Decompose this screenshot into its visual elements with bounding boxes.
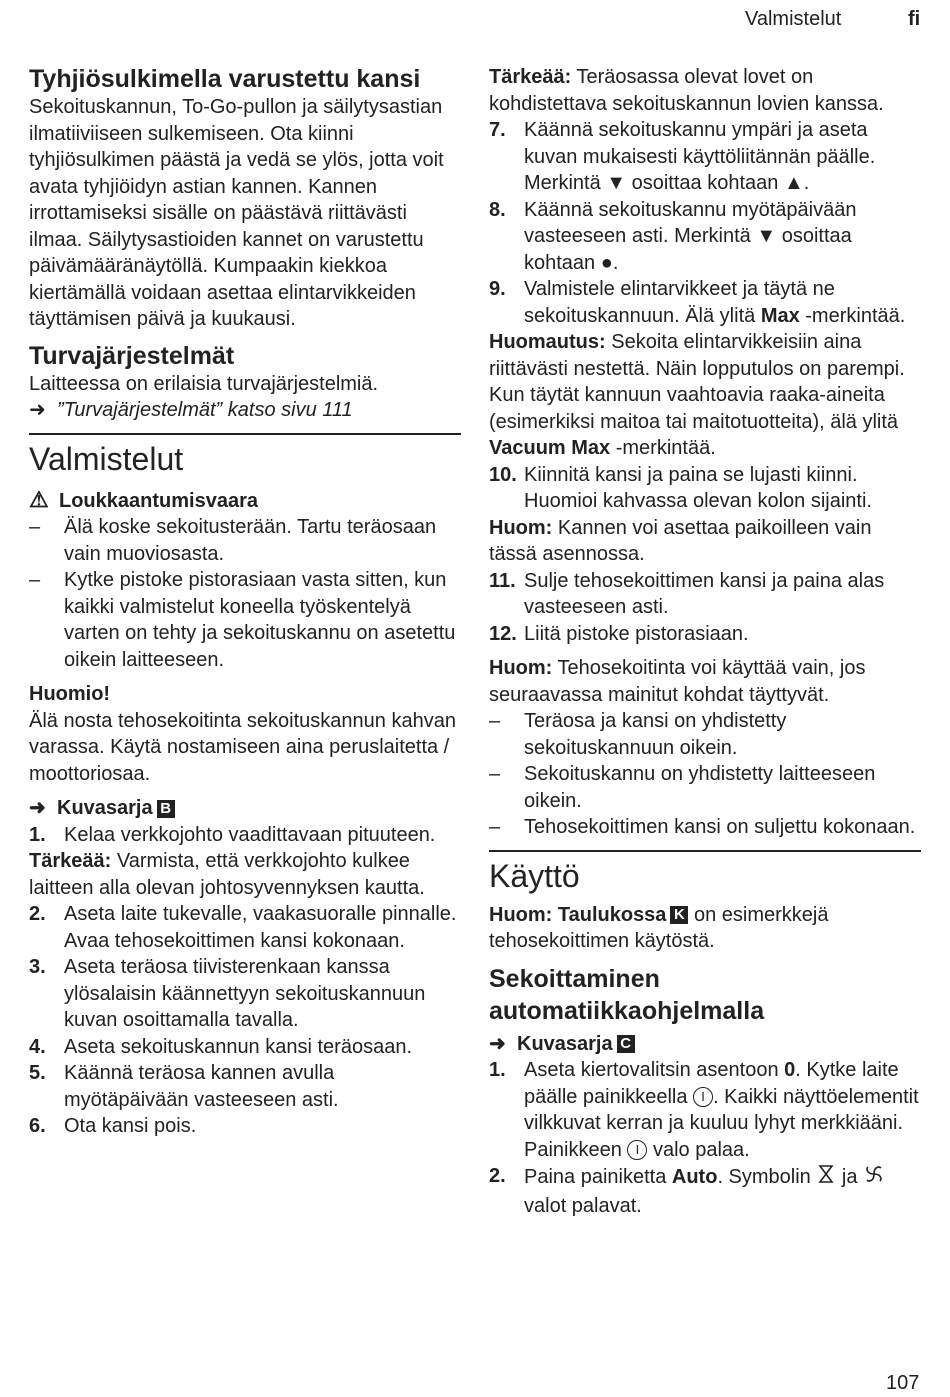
arrow-right-icon: ➜ <box>489 1032 506 1055</box>
important-note <box>489 64 921 117</box>
fan-symbol-icon <box>863 1163 885 1193</box>
step-item <box>29 1034 461 1061</box>
step-text: Sulje tehosekoittimen kansi ja paina alas vasteeseen asti. <box>524 569 885 618</box>
section-title-preparation: Valmistelut <box>29 440 184 477</box>
step-text: Aseta sekoituskannun kansi teräosaan. <box>64 1035 412 1058</box>
step-item <box>29 954 461 1034</box>
step-text: Liitä pistoke pistorasiaan. <box>524 622 749 645</box>
step-item <box>489 1057 921 1163</box>
step-item <box>489 462 921 515</box>
step-text: Käännä teräosa kannen avulla myötäpäivään vasteeseen asti. <box>64 1062 339 1111</box>
safety-reference <box>29 397 461 424</box>
right-column <box>489 64 921 1219</box>
step-number: 10. <box>489 463 517 486</box>
auto-program-heading: Sekoittaminen automatiikkaohjelmalla <box>489 964 765 1025</box>
step-text: Valmistele elintarvikkeet ja täytä ne sekoituskannuun. Älä ylitä Max -merkintää. <box>524 278 906 327</box>
safety-reference-link[interactable]: ”Turvajärjestelmät” katso sivu 111 <box>57 399 353 421</box>
vacuum-lid-heading: Tyhjiösulkimella varustettu kansi <box>29 65 421 93</box>
condition-text: Tehosekoittimen kansi on suljettu kokonaan. <box>524 816 916 838</box>
step-text: Paina painiketta Auto. Symbolin ja valot palavat. <box>524 1163 921 1219</box>
hourglass-symbol-icon <box>816 1164 836 1192</box>
step-number: 2. <box>29 903 46 925</box>
triangle-down-icon: ▼ <box>756 225 777 247</box>
condition-text: Teräosa ja kansi on yhdistetty sekoituskannuun oikein. <box>524 710 787 759</box>
power-button-icon: I <box>627 1140 647 1160</box>
section-divider <box>489 850 921 852</box>
step-text: Aseta kiertovalitsin asentoon 0. Kytke laite päälle painikkeella I . Kaikki näyttöelementit vilkkuvat kerran ja kuuluu lyhyt merkkiääni. Painikkeen I valo palaa. <box>524 1059 919 1161</box>
warning-heading <box>29 487 461 515</box>
dot-icon: ● <box>600 251 613 274</box>
max-marking: Max <box>760 304 800 327</box>
figure-letter-badge: C <box>617 1035 635 1053</box>
warning-title: Loukkaantumisvaara <box>59 489 258 512</box>
step-text: Kelaa verkkojohto vaadittavaan pituuteen. <box>64 823 436 846</box>
vacuum-lid-text: Sekoituskannun, To-Go-pullon ja säilytysastian ilmatiiviiseen sulkemiseen. Ota kiinni tyhjiösulkimen päästä ja vedä se ylös, jotta voit avata tyhjiöidyn astian kannen. Kannen irrottamiseksi sisälle on päästävä riittävästi ilmaa. Säilytysastioiden kannet on varustettu päivämääränäytöllä. Kumpaakin kiekkoa kiertämällä voidaan asettaa elintarvikkeiden täyttämisen päivä ja kuukausi. <box>29 96 444 330</box>
step-number: 11. <box>489 569 516 592</box>
important-label: Tärkeää: <box>489 66 572 88</box>
power-button-icon: I <box>693 1087 713 1107</box>
page-number: 107 <box>886 1372 920 1394</box>
figure-reference-c <box>489 1031 921 1058</box>
step-item <box>489 197 921 277</box>
step-number: 6. <box>29 1115 46 1137</box>
safety-heading: Turvajärjestelmät <box>29 341 235 370</box>
left-column <box>29 64 461 1140</box>
step-item <box>489 621 921 648</box>
figure-label: Kuvasarja <box>57 797 153 819</box>
important-label: Tärkeää: <box>29 850 112 872</box>
language-code: fi <box>908 8 921 30</box>
step-item <box>29 1113 461 1140</box>
condition-text: Sekoituskannu on yhdistetty laitteeseen oikein. <box>524 763 876 812</box>
important-text: Varmista, että verkkojohto kulkee laitteen alla olevan johtosyvennyksen kautta. <box>29 850 425 899</box>
condition-item: – Tehosekoittimen kansi on suljettu kokonaan. <box>489 814 921 841</box>
remark-label: Huomautus: <box>489 331 606 353</box>
auto-button-label: Auto <box>671 1166 718 1189</box>
condition-item: – Teräosa ja kansi on yhdistetty sekoituskannuun oikein. <box>489 708 921 761</box>
arrow-right-icon: ➜ <box>29 797 46 819</box>
usage-label: Huom: Taulukossa <box>489 903 667 926</box>
step-number: 1. <box>489 1059 506 1081</box>
warning-item: – Kytke pistoke pistorasiaan vasta sitten, kun kaikki valmistelut koneella työskentelyä varten on tehty ja sekoituskannu on asetettu oikein laitteeseen. <box>29 567 461 673</box>
vacuum-max-marking: Vacuum Max <box>489 437 611 459</box>
step-number: 1. <box>29 823 46 846</box>
remark-note: Huomautus: Sekoita elintarvikkeisiin aina riittävästi nestettä. Näin lopputulos on parempi. Kun täytät kannuun vaahtoavia raaka-aineita (esimerkiksi maitoa tai maitotuotteita), älä ylitä Vacuum Max -merkintää. <box>489 331 905 459</box>
step-number: 2. <box>489 1165 506 1187</box>
hint-label: Huom: <box>489 657 553 679</box>
figure-reference-b <box>29 795 461 822</box>
hint-label: Huom: <box>489 516 553 539</box>
step-text: Käännä sekoituskannu ympäri ja aseta kuvan mukaisesti käyttöliitännän päälle. Merkintä ▼ osoittaa kohtaan ▲. <box>524 119 876 194</box>
step-number: 3. <box>29 956 46 978</box>
step-item <box>489 117 921 197</box>
triangle-up-icon: ▲ <box>783 172 804 194</box>
step-text: Käännä sekoituskannu myötäpäivään vasteeseen asti. Merkintä ▼ osoittaa kohtaan ●. <box>524 198 857 274</box>
table-letter-badge: K <box>670 906 688 924</box>
step-number: 8. <box>489 198 506 221</box>
warning-item: – Älä koske sekoitusterään. Tartu teräosaan vain muoviosasta. <box>29 514 461 567</box>
step-item <box>29 1060 461 1113</box>
running-header-title: Valmistelut <box>745 8 842 30</box>
figure-label: Kuvasarja <box>517 1032 613 1055</box>
section-title-usage: Käyttö <box>489 857 580 894</box>
section-divider <box>29 433 461 435</box>
arrow-right-icon: ➜ <box>29 399 46 421</box>
step-item <box>29 901 461 954</box>
step-item <box>489 276 921 329</box>
note-heading: Huomio! <box>29 683 111 705</box>
step-number: 12. <box>489 622 517 645</box>
important-text: Teräosassa olevat lovet on kohdistettava sekoituskannun lovien kanssa. <box>489 66 884 115</box>
hint-note: Huom: Tehosekoitinta voi käyttää vain, jos seuraavassa mainitut kohdat täyttyvät. <box>489 657 866 706</box>
note-text: Älä nosta tehosekoitinta sekoituskannun kahvan varassa. Käytä nostamiseen aina peruslaitetta / moottoriosaa. <box>29 709 456 785</box>
step-number: 7. <box>489 119 506 141</box>
hint-note: Huom: Kannen voi asettaa paikoilleen vain tässä asennossa. <box>489 516 872 565</box>
step-text: Ota kansi pois. <box>64 1115 197 1137</box>
triangle-down-icon: ▼ <box>606 172 627 194</box>
step-item <box>489 1163 921 1219</box>
step-item <box>489 568 921 621</box>
warning-item-text: Kytke pistoke pistorasiaan vasta sitten, kun kaikki valmistelut koneella työskentelyä varten on tehty ja sekoituskannu on asetettu oikein laitteeseen. <box>64 569 456 671</box>
safety-text: Laitteessa on erilaisia turvajärjestelmiä. <box>29 372 379 395</box>
warning-triangle-icon: ⚠ <box>29 486 49 512</box>
step-number: 9. <box>489 278 506 300</box>
step-item <box>29 822 461 849</box>
step-text: Aseta teräosa tiivisterenkaan kanssa ylösalaisin käännettyyn sekoituskannuun kuvan osoittamalla tavalla. <box>64 956 426 1031</box>
condition-item: – Sekoituskannu on yhdistetty laitteeseen oikein. <box>489 761 921 814</box>
step-text: Kiinnitä kansi ja paina se lujasti kiinni. Huomioi kahvassa olevan kolon sijainti. <box>524 463 872 512</box>
warning-item-text: Älä koske sekoitusterään. Tartu teräosaan vain muoviosasta. <box>64 516 437 565</box>
figure-letter-badge: B <box>157 800 175 818</box>
usage-note: Huom: Taulukossa K on esimerkkejä tehosekoittimen käytöstä. <box>489 903 829 952</box>
step-number: 5. <box>29 1062 46 1084</box>
important-note <box>29 848 461 901</box>
step-text: Aseta laite tukevalle, vaakasuoralle pinnalle. Avaa tehosekoittimen kansi kokonaan. <box>64 903 457 952</box>
step-number: 4. <box>29 1035 46 1058</box>
